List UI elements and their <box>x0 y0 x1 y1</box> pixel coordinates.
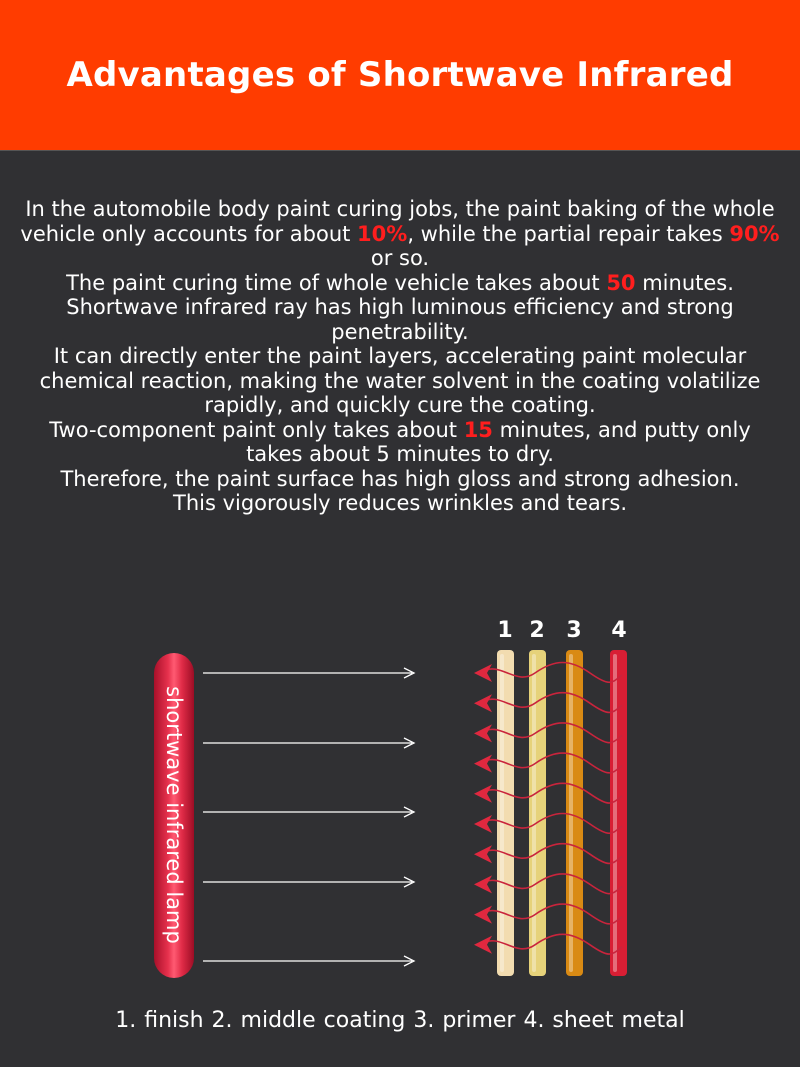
text-segment: The paint curing time of whole vehicle takes about <box>66 270 607 295</box>
layer-bar-4 <box>610 650 627 976</box>
layer-bar-highlight-3 <box>569 654 573 972</box>
reflection-arrowhead-10 <box>474 936 492 954</box>
layer-bar-highlight-2 <box>532 654 536 972</box>
reflection-arrowhead-6 <box>474 815 492 833</box>
page-title: Advantages of Shortwave Infrared <box>66 55 734 95</box>
highlight-partial-repair-share: 90% <box>729 221 780 246</box>
layer-number-3: 3 <box>566 618 582 643</box>
reflection-arrowhead-3 <box>474 724 492 742</box>
text-segment: In the automobile body paint curing jobs, the paint baking of the whole vehicle only accounts for about <box>20 197 775 246</box>
highlight-two-component-minutes: 15 <box>463 417 493 442</box>
reflection-arrowhead-7 <box>474 845 492 863</box>
paragraph-paint-share <box>20 197 780 271</box>
reflection-arrowhead-5 <box>474 785 492 803</box>
reflection-arrowhead-2 <box>474 694 492 712</box>
infrared-rays <box>203 668 414 966</box>
text-segment: minutes. <box>635 270 734 295</box>
layer-number-2: 2 <box>529 618 545 643</box>
lamp-label: shortwave infrared lamp <box>162 686 186 944</box>
title-banner <box>0 0 800 151</box>
layer-number-4: 4 <box>611 618 627 643</box>
highlight-whole-vehicle-share: 10% <box>357 221 408 246</box>
intro-text <box>20 197 780 516</box>
text-segment: , while the partial repair takes <box>407 221 730 246</box>
paragraph-wrinkles: This vigorously reduces wrinkles and tears. <box>173 491 627 515</box>
paragraph-penetration: It can directly enter the paint layers, accelerating paint molecular chemical reaction, making the water solvent in the coating volatilize rapidly, and quickly cure the coating. <box>39 344 761 417</box>
diagram-drawing <box>0 600 800 1000</box>
highlight-curing-minutes: 50 <box>606 270 636 295</box>
layer-bar-highlight-4 <box>613 654 617 972</box>
reflection-arrowhead-8 <box>474 875 492 893</box>
reflection-arrowhead-4 <box>474 755 492 773</box>
text-segment: minutes, and putty only takes about 5 minutes to dry. <box>246 417 751 466</box>
reflection-arrowhead-9 <box>474 906 492 924</box>
reflection-waves <box>474 663 622 955</box>
infrared-diagram <box>0 600 800 1000</box>
layer-legend: 1. finish 2. middle coating 3. primer 4. sheet metal <box>115 1008 685 1033</box>
paragraph-drying-time <box>20 418 780 467</box>
paragraph-efficiency: Shortwave infrared ray has high luminous efficiency and strong penetrability. <box>66 295 734 344</box>
text-segment: Two-component paint only takes about <box>49 417 464 442</box>
text-segment: or so. <box>370 246 430 270</box>
layer-bar-1 <box>497 650 514 976</box>
reflection-arrowhead-1 <box>474 664 492 682</box>
layer-bar-3 <box>566 650 583 976</box>
layer-number-1: 1 <box>497 618 513 643</box>
paragraph-curing-time <box>20 271 780 296</box>
paragraph-gloss: Therefore, the paint surface has high gloss and strong adhesion. <box>60 466 740 491</box>
